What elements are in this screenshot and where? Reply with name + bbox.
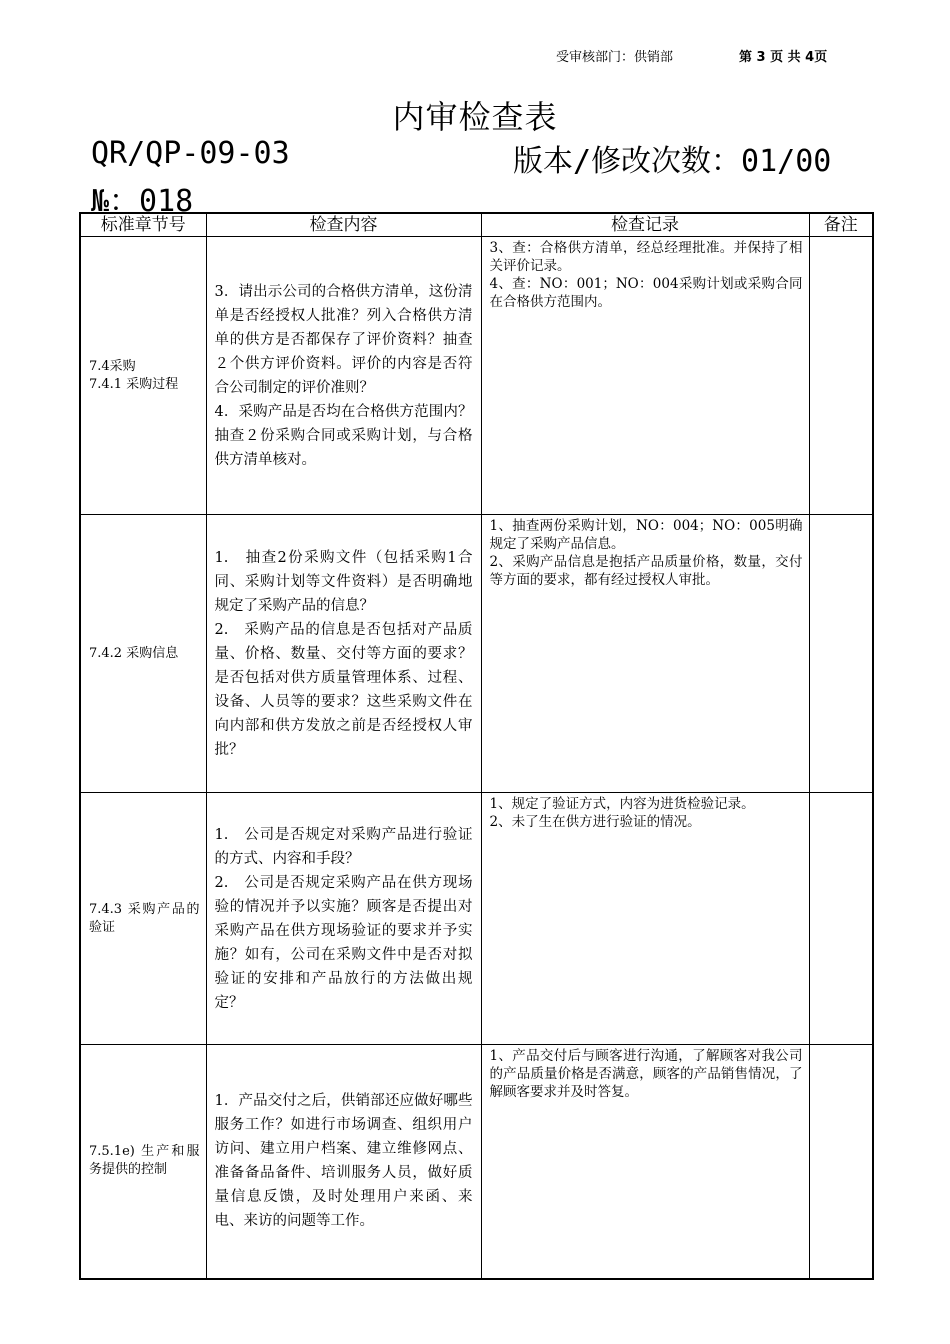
record-text: 1、规定了验证方式，内容为进货检验记录。	[489, 796, 755, 812]
document-code: QR/QP-09-03	[91, 136, 290, 171]
content-text: 2. 公司是否规定采购产品在供方现场验的情况并予以实施？顾客是否提出对采购产品在供方现场验证的要求并予实施？如有，公司在采购文件中是否对拟验证的安排和产品放行的方法做出规定？	[214, 874, 473, 1011]
content-text: 4．采购产品是否均在合格供方范围内？抽查２份采购合同或采购计划，与合格供方清单核对。	[214, 403, 473, 468]
column-header-record: 检查记录	[481, 213, 809, 237]
audited-department: 受审核部门：供销部	[556, 50, 674, 65]
clause-text: 7.4采购	[89, 358, 136, 374]
version-number: 版本/修改次数：01/00	[513, 144, 832, 179]
table-row	[80, 1045, 873, 1279]
record-text: 4、查：NO：001；NO：004采购计划或采购合同在合格供方范围内。	[489, 276, 803, 310]
table-row	[80, 237, 873, 515]
record-cell	[481, 1045, 809, 1279]
content-text: 1. 公司是否规定对采购产品进行验证的方式、内容和手段？	[214, 826, 473, 867]
content-cell	[206, 515, 481, 793]
content-cell	[206, 237, 481, 515]
column-header-remark: 备注	[809, 213, 873, 237]
audit-checklist-table	[79, 212, 874, 1280]
clause-text: 7.4.2 采购信息	[89, 645, 179, 661]
record-cell	[481, 793, 809, 1045]
clause-text: 7.4.1 采购过程	[89, 376, 179, 392]
clause-text: 7.5.1e) 生产和服务提供的控制	[89, 1144, 200, 1178]
clause-cell	[80, 793, 206, 1045]
clause-cell	[80, 1045, 206, 1279]
table-row	[80, 515, 873, 793]
page-number: 第 3 页 共 4页	[739, 50, 828, 65]
record-cell	[481, 515, 809, 793]
serial-number: №：018	[91, 184, 194, 219]
table-header-row	[80, 213, 873, 237]
content-text: 3．请出示公司的合格供方清单，这份清单是否经授权人批准？列入合格供方清单的供方是否都保存了评价资料？抽查２个供方评价资料。评价的内容是否符合公司制定的评价准则？	[214, 283, 473, 396]
content-cell	[206, 1045, 481, 1279]
page-header	[0, 46, 950, 66]
content-cell	[206, 793, 481, 1045]
clause-cell	[80, 515, 206, 793]
table-row	[80, 793, 873, 1045]
document-title: 内审检查表	[392, 98, 558, 136]
remark-cell	[809, 515, 873, 793]
record-text: 1、产品交付后与顾客进行沟通，了解顾客对我公司的产品质量价格是否满意，顾客的产品销售情况，了解顾客要求并及时答复。	[489, 1048, 803, 1100]
record-text: 1、抽查两份采购计划，NO：004；NO：005明确规定了采购产品信息。	[489, 518, 803, 552]
record-text: 2、采购产品信息是抱括产品质量价格，数量，交付等方面的要求，都有经过授权人审批。	[489, 554, 803, 588]
record-text: 3、查：合格供方清单，经总经理批准。并保持了相关评价记录。	[489, 240, 803, 274]
content-text: 1. 抽查2份采购文件（包括采购1合同、采购计划等文件资料）是否明确地规定了采购产品的信息？	[214, 549, 473, 614]
record-cell	[481, 237, 809, 515]
content-text: 1．产品交付之后，供销部还应做好哪些服务工作？如进行市场调查、组织用户访问、建立用户档案、建立维修网点、准备备品备件、培训服务人员，做好质量信息反馈，及时处理用户来函、来电、来访的问题等工作。	[214, 1093, 473, 1230]
column-header-clause: 标准章节号	[80, 213, 206, 237]
column-header-content: 检查内容	[206, 213, 481, 237]
clause-cell	[80, 237, 206, 515]
record-text: 2、未了生在供方进行验证的情况。	[489, 814, 701, 830]
content-text: 2. 采购产品的信息是否包括对产品质量、价格、数量、交付等方面的要求？是否包括对供方质量管理体系、过程、设备、人员等的要求？这些采购文件在向内部和供方发放之前是否经授权人审批？	[214, 621, 473, 758]
remark-cell	[809, 793, 873, 1045]
clause-text: 7.4.3 采购产品的验证	[89, 901, 200, 935]
remark-cell	[809, 1045, 873, 1279]
remark-cell	[809, 237, 873, 515]
